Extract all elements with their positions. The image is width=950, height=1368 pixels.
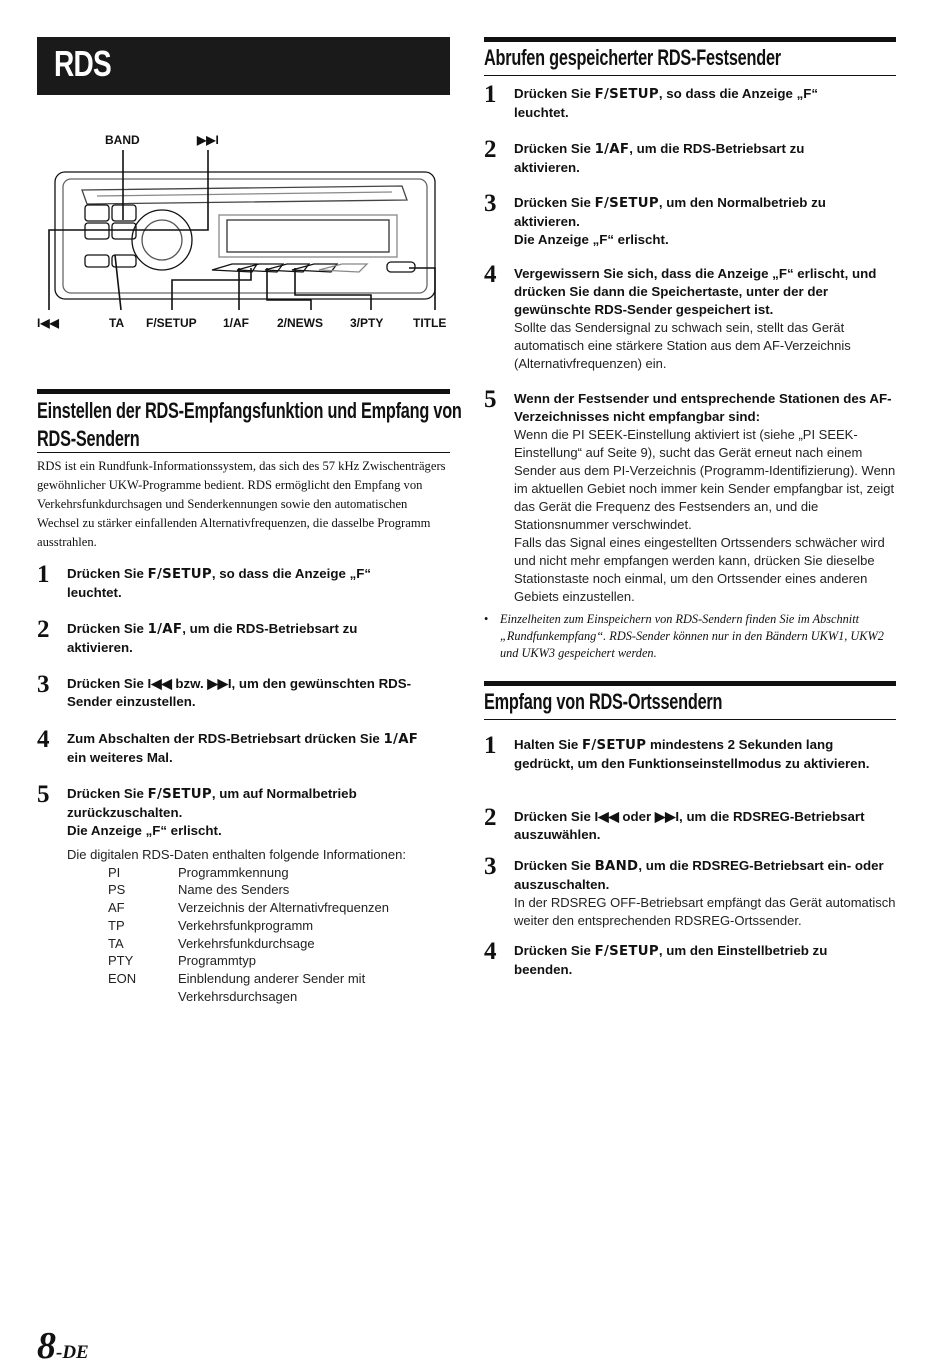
info-row: TA Verkehrsfunkdurchsage bbox=[108, 935, 315, 951]
step-text: Die Anzeige „F“ erlischt. bbox=[67, 823, 222, 838]
step-number: 1 bbox=[484, 81, 497, 108]
title-label: TITLE bbox=[413, 316, 447, 330]
news-label: 2/NEWS bbox=[277, 316, 324, 330]
key-name: F/SETUP bbox=[594, 87, 659, 102]
info-row: PTY Programmtyp bbox=[108, 953, 257, 969]
step-number: 2 bbox=[484, 136, 497, 163]
section-heading-local-stations bbox=[484, 681, 896, 720]
step-text: Drücken Sie I◀◀ bzw. ▶▶I, um den gewünschten RDS-Sender einzustellen. bbox=[67, 676, 412, 709]
page-number-suffix: -DE bbox=[56, 1342, 89, 1363]
step-text: Zum Abschalten der RDS-Betriebsart drücken Sie bbox=[67, 731, 384, 746]
step-text: Drücken Sie bbox=[514, 195, 595, 210]
info-row: PI Programmkennung bbox=[108, 864, 289, 880]
heading-line-1: Einstellen der RDS-Empfangsfunktion und Empfang von bbox=[37, 398, 462, 423]
device-diagram bbox=[37, 120, 450, 345]
key-name: F/SETUP bbox=[147, 567, 212, 582]
page-number bbox=[37, 1324, 89, 1368]
section-heading-stored-stations bbox=[484, 37, 896, 76]
step-text: , um die RDSREG-Betriebsart ein- oder auszuschalten. bbox=[514, 858, 884, 892]
key-name: F/SETUP bbox=[594, 944, 659, 959]
step-number: 1 bbox=[37, 561, 50, 588]
car-radio-illustration bbox=[37, 120, 450, 345]
key-name: F/SETUP bbox=[581, 738, 647, 753]
step-number: 2 bbox=[37, 616, 50, 643]
step-text: Drücken Sie bbox=[67, 621, 148, 636]
key-name: F/SETUP bbox=[147, 787, 212, 802]
ta-label: TA bbox=[109, 316, 125, 330]
info-row: TP Verkehrsfunkprogramm bbox=[108, 917, 314, 933]
step-text: Vergewissern Sie sich, dass die Anzeige „F“ erlischt, und drücken Sie dann die Speichertaste, unter der der gewünschte RDS-Sender gespeichert ist. bbox=[514, 266, 877, 317]
step-detail: Falls das Signal eines eingestellten Ortssenders schwächer wird und nicht mehr empfangen werden kann, drücken Sie dieselbe Stationstaste noch einmal, um den Ortssender eines anderen Gebiets einzustellen. bbox=[514, 535, 885, 604]
step-number: 4 bbox=[484, 938, 497, 965]
prev-label: I◀◀ bbox=[37, 316, 59, 330]
step-number: 1 bbox=[484, 732, 497, 759]
note-text: Einzelheiten zum Einspeichern von RDS-Sendern finden Sie im Abschnitt „Rundfunkempfang“. RDS-Sender können nur in den Bändern UKW1, UKW2 und UKW3 gespeichert werden. bbox=[500, 612, 884, 660]
af-label: 1/AF bbox=[223, 316, 250, 330]
step-detail: In der RDSREG OFF-Betriebsart empfängt das Gerät automatisch weiter den entsprechenden RDSREG-Ortssender. bbox=[514, 895, 896, 928]
info-intro: Die digitalen RDS-Daten enthalten folgende Informationen: bbox=[67, 847, 406, 862]
step-text: Wenn der Festsender und entsprechende Stationen des AF-Verzeichnisses nicht empfangbar sind: bbox=[514, 391, 892, 424]
step-number: 3 bbox=[484, 853, 497, 880]
step-number: 5 bbox=[484, 386, 497, 413]
key-name: F/SETUP bbox=[594, 196, 659, 211]
step-text: , um auf Normalbetrieb zurückzuschalten. bbox=[67, 786, 357, 820]
step-text: Drücken Sie bbox=[514, 141, 595, 156]
step-text: , so dass die Anzeige „F“ leuchtet. bbox=[67, 566, 371, 600]
step-number: 5 bbox=[37, 781, 50, 808]
key-name: BAND bbox=[594, 859, 639, 874]
info-row: PS Name des Senders bbox=[108, 882, 290, 898]
note-paragraph bbox=[484, 611, 896, 662]
step-text: Drücken Sie bbox=[514, 943, 595, 958]
step-text: Halten Sie bbox=[514, 737, 582, 752]
step-text: ein weiteres Mal. bbox=[67, 750, 173, 765]
section-heading-rds-reception bbox=[37, 389, 462, 453]
key-name: 1/AF bbox=[147, 622, 183, 637]
page-number-digit: 8 bbox=[37, 1325, 56, 1367]
pty-label: 3/PTY bbox=[350, 316, 384, 330]
step-text: Die Anzeige „F“ erlischt. bbox=[514, 232, 669, 247]
info-row: Verkehrsdurchsagen bbox=[178, 988, 298, 1004]
step-text: Drücken Sie bbox=[67, 786, 148, 801]
heading-line-2: RDS-Sendern bbox=[37, 426, 140, 451]
step-text: , um die RDS-Betriebsart zu aktivieren. bbox=[67, 621, 358, 655]
step-number: 4 bbox=[484, 261, 497, 288]
heading-text: Abrufen gespeicherter RDS-Festsender bbox=[484, 45, 781, 70]
page-title-bar bbox=[37, 37, 450, 95]
bullet-icon: • bbox=[484, 612, 489, 626]
key-name: 1/AF bbox=[383, 732, 419, 747]
heading-text: Empfang von RDS-Ortssendern bbox=[484, 689, 723, 714]
page-title: RDS bbox=[54, 43, 111, 84]
band-label: BAND bbox=[105, 133, 140, 147]
step-text: , um die RDS-Betriebsart zu aktivieren. bbox=[514, 141, 805, 175]
step-number: 4 bbox=[37, 726, 50, 753]
step-text: Drücken Sie bbox=[67, 566, 148, 581]
step-text: Drücken Sie I◀◀ oder ▶▶I, um die RDSREG-Betriebsart auszuwählen. bbox=[514, 809, 865, 842]
key-name: 1/AF bbox=[594, 142, 630, 157]
step-text: mindestens 2 Sekunden lang gedrückt, um den Funktionseinstellmodus zu aktivieren. bbox=[514, 737, 870, 771]
info-row: EON Einblendung anderer Sender mit bbox=[108, 970, 366, 986]
step-detail: Wenn die PI SEEK-Einstellung aktiviert ist (siehe „PI SEEK-Einstellung“ auf Seite 9), sucht das Gerät erneut nach einem Sender aus dem PI-Verzeichnis (Programm-Identifizierung). Wenn im aktuellen Gebiet noch immer kein Sender empfangbar ist, zeigt das Gerät die Frequenz des Festsenders an, und die Stationsnummer verschwindet. bbox=[514, 427, 896, 532]
step-text: Drücken Sie bbox=[514, 858, 595, 873]
step-number: 2 bbox=[484, 804, 497, 831]
intro-paragraph: RDS ist ein Rundfunk-Informationssystem, das sich des 57 kHz Zwischenträgers gewöhnlicher UKW-Programme bedient. RDS ermöglicht den Empfang von Verkehrsfunkdurchsagen und Senderkennungen sowie den automatischen Wechsel zu stärker einfallenden Alternativfrequenzen, die dasselbe Programm ausstrahlen. bbox=[37, 459, 446, 549]
step-text: , um den Normalbetrieb zu aktivieren. bbox=[514, 195, 826, 229]
fsetup-label: F/SETUP bbox=[146, 316, 197, 330]
step-detail: Sollte das Sendersignal zu schwach sein, stellt das Gerät automatisch eine stärkere Station aus dem AF-Verzeichnis (Alternativfrequenzen) ein. bbox=[514, 320, 851, 371]
step-text: , um den Einstellbetrieb zu beenden. bbox=[514, 943, 828, 977]
rds-info-table bbox=[67, 846, 406, 1005]
step-number: 3 bbox=[37, 671, 50, 698]
next-label: ▶▶I bbox=[197, 133, 219, 147]
step-text: , so dass die Anzeige „F“ leuchtet. bbox=[514, 86, 818, 120]
info-row: AF Verzeichnis der Alternativfrequenzen bbox=[108, 900, 390, 916]
step-text: Drücken Sie bbox=[514, 86, 595, 101]
step-number: 3 bbox=[484, 190, 497, 217]
